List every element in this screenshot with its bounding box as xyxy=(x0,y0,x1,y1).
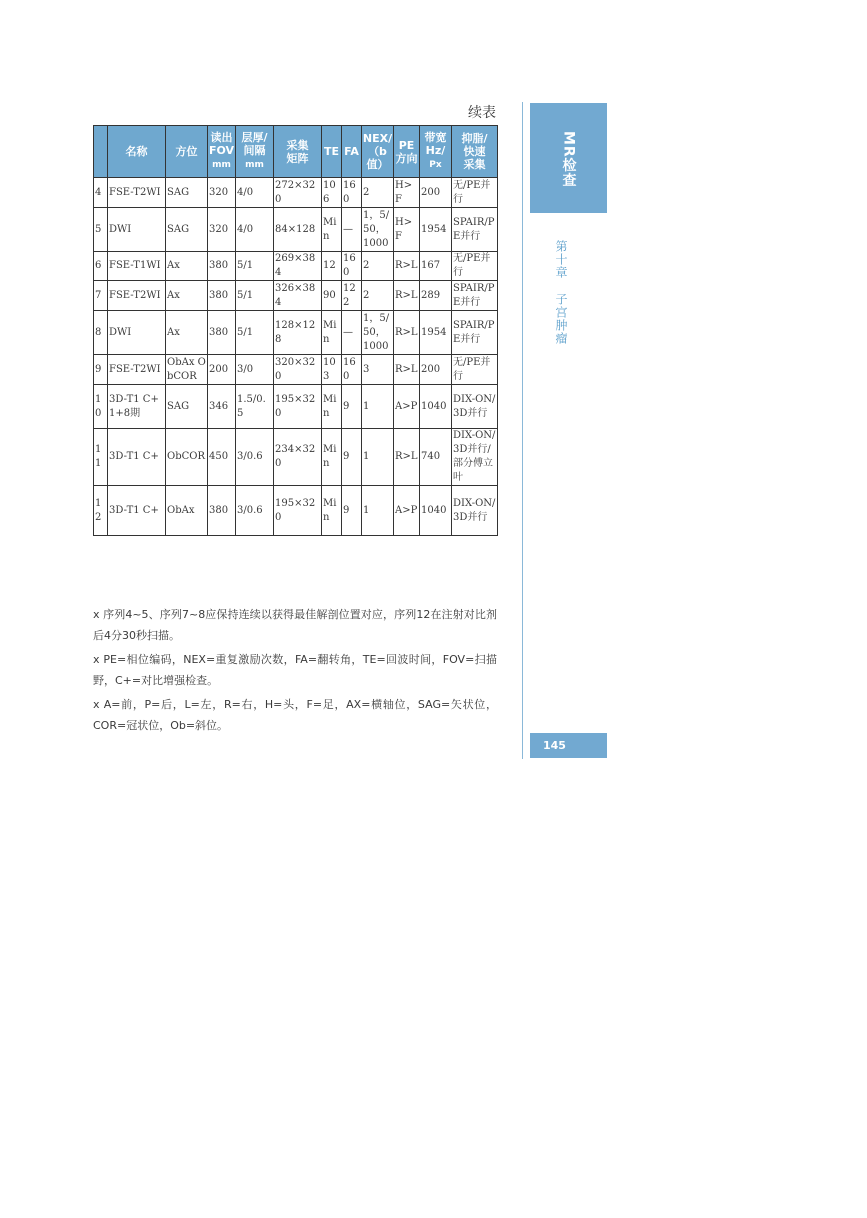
cell-orient: Ax xyxy=(166,311,208,355)
cell-thick: 3/0.6 xyxy=(236,429,274,486)
cell-pe: R>L xyxy=(394,311,420,355)
cell-fov: 346 xyxy=(208,385,236,429)
cell-no: 11 xyxy=(94,429,108,486)
cell-nex: 2 xyxy=(362,178,394,208)
cell-thick: 4/0 xyxy=(236,208,274,252)
cell-matrix: 195×320 xyxy=(274,385,322,429)
table-row xyxy=(94,429,498,486)
cell-bw: 1040 xyxy=(420,486,452,536)
cell-nex: 1 xyxy=(362,385,394,429)
cell-fa: 9 xyxy=(342,385,362,429)
cell-pe: R>L xyxy=(394,355,420,385)
cell-fa: — xyxy=(342,208,362,252)
header-fat-sat: 抑脂/ 快速 采集 xyxy=(452,126,498,178)
page-number: 145 xyxy=(530,733,607,758)
cell-te: 90 xyxy=(322,281,342,311)
cell-no: 4 xyxy=(94,178,108,208)
scan-parameter-table xyxy=(93,125,498,536)
cell-name: FSE-T1WI xyxy=(108,252,166,281)
chapter-number: 第十章 xyxy=(554,240,568,279)
cell-fat: 无/PE并行 xyxy=(452,178,498,208)
table-row xyxy=(94,208,498,252)
header-name: 名称 xyxy=(108,126,166,178)
cell-bw: 289 xyxy=(420,281,452,311)
cell-matrix: 128×128 xyxy=(274,311,322,355)
cell-fov: 200 xyxy=(208,355,236,385)
cell-fov: 380 xyxy=(208,311,236,355)
table-row xyxy=(94,486,498,536)
cell-fov: 380 xyxy=(208,281,236,311)
cell-thick: 3/0 xyxy=(236,355,274,385)
header-te: TE xyxy=(322,126,342,178)
cell-name: FSE-T2WI xyxy=(108,178,166,208)
cell-name: 3D-T1 C+ xyxy=(108,429,166,486)
cell-nex: 2 xyxy=(362,252,394,281)
cell-fov: 320 xyxy=(208,208,236,252)
header-fov: 读出 FOV mm xyxy=(208,126,236,178)
cell-nex: 1 xyxy=(362,429,394,486)
cell-te: Min xyxy=(322,208,342,252)
cell-orient: SAG xyxy=(166,208,208,252)
cell-pe: H>F xyxy=(394,208,420,252)
table-header-row xyxy=(94,126,498,178)
cell-fat: SPAIR/PE并行 xyxy=(452,281,498,311)
cell-pe: A>P xyxy=(394,385,420,429)
cell-te: Min xyxy=(322,311,342,355)
cell-fov: 380 xyxy=(208,486,236,536)
cell-te: Min xyxy=(322,385,342,429)
cell-fat: 无/PE并行 xyxy=(452,355,498,385)
section-tab xyxy=(530,103,607,213)
cell-bw: 1040 xyxy=(420,385,452,429)
cell-matrix: 326×384 xyxy=(274,281,322,311)
chapter-title: 子宫肿瘤 xyxy=(554,293,568,345)
cell-pe: R>L xyxy=(394,429,420,486)
cell-name: DWI xyxy=(108,311,166,355)
cell-orient: ObCOR xyxy=(166,429,208,486)
cell-thick: 5/1 xyxy=(236,311,274,355)
cell-fov: 380 xyxy=(208,252,236,281)
header-orient: 方位 xyxy=(166,126,208,178)
cell-no: 7 xyxy=(94,281,108,311)
note-3: x A=前，P=后，L=左，R=右，H=头，F=足，AX=横轴位，SAG=矢状位，COR=冠状位，Ob=斜位。 xyxy=(93,698,497,732)
table-row xyxy=(94,355,498,385)
section-tab-label: MR检查 xyxy=(560,131,577,188)
chapter-heading xyxy=(553,240,570,345)
cell-fat: DIX-ON/3D并行/部分傅立叶 xyxy=(452,429,498,486)
table-row xyxy=(94,385,498,429)
margin-divider xyxy=(522,102,523,759)
cell-fat: SPAIR/PE并行 xyxy=(452,208,498,252)
cell-name: FSE-T2WI xyxy=(108,355,166,385)
cell-nex: 3 xyxy=(362,355,394,385)
cell-name: 3D-T1 C+ 1+8期 xyxy=(108,385,166,429)
cell-fa: 9 xyxy=(342,429,362,486)
table-row xyxy=(94,178,498,208)
cell-name: FSE-T2WI xyxy=(108,281,166,311)
cell-no: 10 xyxy=(94,385,108,429)
cell-fa: 160 xyxy=(342,178,362,208)
table-row xyxy=(94,252,498,281)
cell-no: 8 xyxy=(94,311,108,355)
header-fa: FA xyxy=(342,126,362,178)
cell-fat: 无/PE并行 xyxy=(452,252,498,281)
cell-fa: — xyxy=(342,311,362,355)
cell-matrix: 272×320 xyxy=(274,178,322,208)
cell-nex: 2 xyxy=(362,281,394,311)
cell-fat: DIX-ON/3D并行 xyxy=(452,385,498,429)
cell-matrix: 234×320 xyxy=(274,429,322,486)
note-2: x PE=相位编码，NEX=重复激励次数，FA=翻转角，TE=回波时间，FOV=扫描野，C+=对比增强检查。 xyxy=(93,653,497,687)
header-matrix: 采集 矩阵 xyxy=(274,126,322,178)
continued-label: 续表 xyxy=(468,105,496,121)
header-thickness: 层厚/ 间隔 mm xyxy=(236,126,274,178)
cell-te: Min xyxy=(322,429,342,486)
cell-pe: H>F xyxy=(394,178,420,208)
cell-te: 103 xyxy=(322,355,342,385)
cell-bw: 200 xyxy=(420,178,452,208)
cell-thick: 1.5/0.5 xyxy=(236,385,274,429)
cell-orient: Ax xyxy=(166,252,208,281)
note-1: x 序列4~5、序列7~8应保持连续以获得最佳解剖位置对应，序列12在注射对比剂后4分30秒扫描。 xyxy=(93,608,497,642)
cell-orient: ObAx ObCOR xyxy=(166,355,208,385)
cell-thick: 3/0.6 xyxy=(236,486,274,536)
header-nex: NEX/ （b 值） xyxy=(362,126,394,178)
cell-no: 12 xyxy=(94,486,108,536)
cell-fa: 122 xyxy=(342,281,362,311)
cell-thick: 5/1 xyxy=(236,281,274,311)
cell-orient: SAG xyxy=(166,385,208,429)
cell-orient: ObAx xyxy=(166,486,208,536)
cell-nex: 1，5/50，1000 xyxy=(362,311,394,355)
cell-matrix: 84×128 xyxy=(274,208,322,252)
cell-fat: DIX-ON/3D并行 xyxy=(452,486,498,536)
cell-thick: 5/1 xyxy=(236,252,274,281)
cell-fa: 160 xyxy=(342,252,362,281)
cell-bw: 740 xyxy=(420,429,452,486)
cell-pe: R>L xyxy=(394,281,420,311)
cell-fat: SPAIR/PE并行 xyxy=(452,311,498,355)
cell-no: 5 xyxy=(94,208,108,252)
header-bandwidth: 带宽 Hz/ Px xyxy=(420,126,452,178)
header-pe: PE 方向 xyxy=(394,126,420,178)
cell-orient: Ax xyxy=(166,281,208,311)
cell-orient: SAG xyxy=(166,178,208,208)
cell-te: 12 xyxy=(322,252,342,281)
cell-no: 6 xyxy=(94,252,108,281)
header-index xyxy=(94,126,108,178)
cell-bw: 167 xyxy=(420,252,452,281)
cell-pe: R>L xyxy=(394,252,420,281)
cell-name: 3D-T1 C+ xyxy=(108,486,166,536)
table-row xyxy=(94,281,498,311)
cell-name: DWI xyxy=(108,208,166,252)
cell-te: 106 xyxy=(322,178,342,208)
cell-no: 9 xyxy=(94,355,108,385)
cell-bw: 1954 xyxy=(420,311,452,355)
cell-matrix: 195×320 xyxy=(274,486,322,536)
cell-te: Min xyxy=(322,486,342,536)
cell-fa: 160 xyxy=(342,355,362,385)
cell-fa: 9 xyxy=(342,486,362,536)
cell-matrix: 320×320 xyxy=(274,355,322,385)
cell-matrix: 269×384 xyxy=(274,252,322,281)
cell-fov: 320 xyxy=(208,178,236,208)
cell-thick: 4/0 xyxy=(236,178,274,208)
cell-fov: 450 xyxy=(208,429,236,486)
cell-pe: A>P xyxy=(394,486,420,536)
cell-nex: 1 xyxy=(362,486,394,536)
cell-bw: 1954 xyxy=(420,208,452,252)
cell-bw: 200 xyxy=(420,355,452,385)
table-notes xyxy=(93,604,497,739)
cell-nex: 1，5/50，1000 xyxy=(362,208,394,252)
table-row xyxy=(94,311,498,355)
